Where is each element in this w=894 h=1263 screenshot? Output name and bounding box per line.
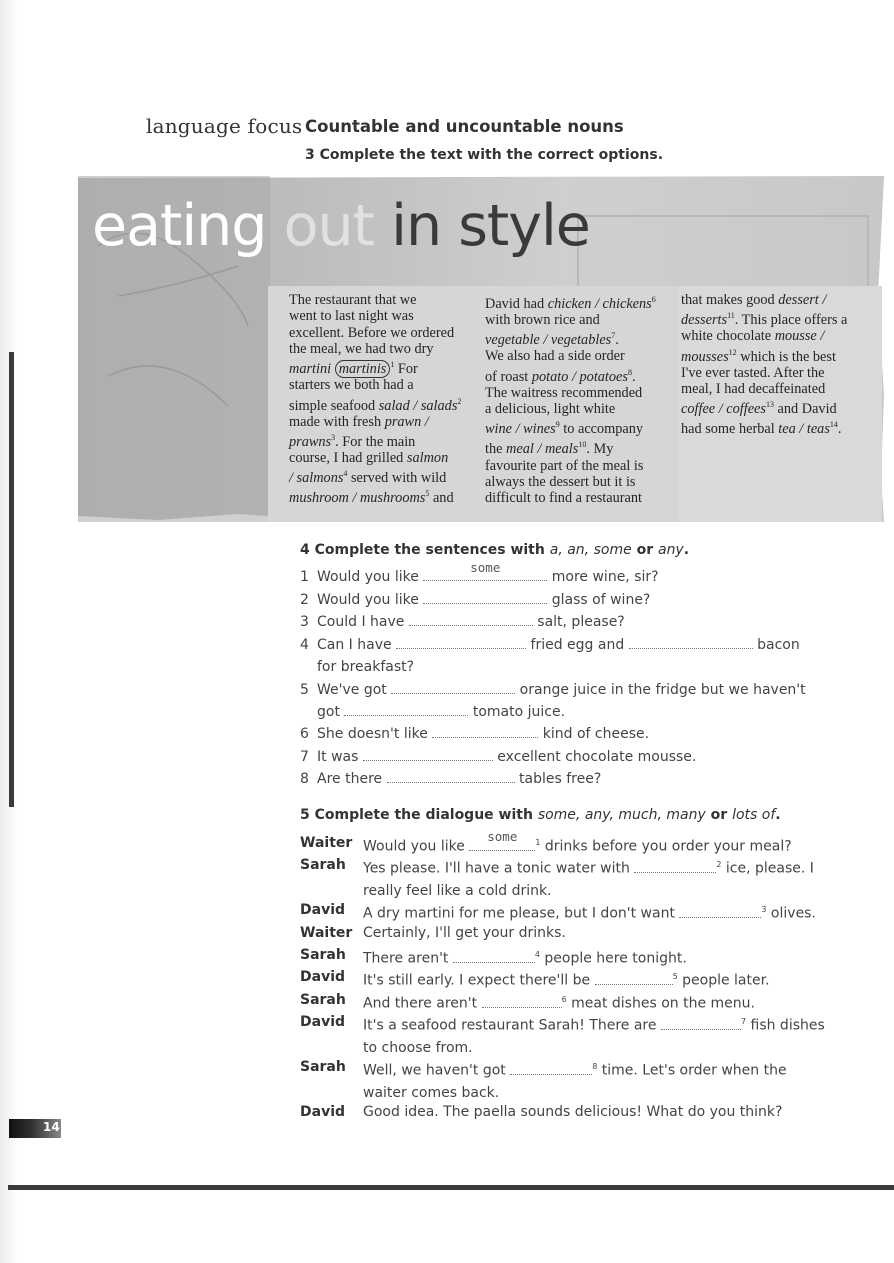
article-line: the meal / meals$^{10}$. My <box>485 440 614 458</box>
article-line: wine / wines$^9$ to accompany <box>485 420 644 438</box>
exercise-4-item: 8 Are there tables free? <box>300 768 820 791</box>
answer-blank[interactable] <box>595 970 673 985</box>
handwritten-answer: some <box>487 829 518 845</box>
article-column-2 <box>485 292 673 506</box>
answer-blank[interactable] <box>432 723 538 738</box>
article-line: prawns$^3$. For the main <box>289 432 416 450</box>
speaker-name: Sarah <box>300 992 346 1008</box>
answer-blank[interactable] <box>482 993 562 1008</box>
section-label: language focus <box>146 114 303 138</box>
speaker-name: David <box>300 1104 346 1120</box>
answer-blank[interactable] <box>469 829 535 851</box>
answer-blank[interactable] <box>387 768 515 783</box>
article-line: mushroom / mushrooms$^5$ and <box>289 489 454 507</box>
answer-blank[interactable] <box>679 903 761 918</box>
answer-blank[interactable] <box>510 1060 592 1075</box>
exercise-4-item-continued: for breakfast? <box>317 659 415 675</box>
article-line: a delicious, light white <box>485 401 616 418</box>
article-line: made with fresh prawn / <box>289 413 429 430</box>
speaker-name: Sarah <box>300 1059 346 1075</box>
answer-blank[interactable] <box>423 559 547 581</box>
answer-blank[interactable] <box>634 858 716 873</box>
circled-answer: martinis <box>335 360 391 378</box>
speaker-name: Sarah <box>300 947 346 963</box>
exercise-4-item: 1 Would you like some more wine, sir? <box>300 566 820 589</box>
article-line: had some herbal tea / teas$^{14}$. <box>681 420 842 438</box>
article-line: The restaurant that we <box>289 292 417 308</box>
answer-blank[interactable] <box>629 634 753 649</box>
article-line: I've ever tasted. After the <box>681 364 825 381</box>
speaker-name: David <box>300 902 346 918</box>
exercise-4-item: 2 Would you like glass of wine? <box>300 589 820 612</box>
scan-margin-line <box>9 352 14 807</box>
exercise-3-heading: 3 Complete the text with the correct options. <box>305 147 664 163</box>
section-title: Countable and uncountable nouns <box>305 117 624 136</box>
dialogue-line: Waiter Certainly, I'll get your drinks. <box>300 922 830 945</box>
article-line: excellent. Before we ordered <box>289 324 455 341</box>
article-column-3 <box>681 292 877 437</box>
article-line: course, I had grilled salmon <box>289 449 449 466</box>
dialogue-line: Waiter Would you like some $^1$ drinks before you order your meal? <box>300 832 830 858</box>
article-line: desserts$^{11}$. This place offers a <box>681 311 848 329</box>
dialogue-line: David A dry martini for me please, but I don't want $^3$ olives. <box>300 899 830 925</box>
title-word-out: out <box>283 193 374 259</box>
exercise-4-item-continued: got tomato juice. <box>300 701 820 724</box>
article-line: The waitress recommended <box>485 384 643 401</box>
article-line: that makes good dessert / <box>681 292 827 308</box>
exercise-4-item: 5 We've got orange juice in the fridge but we haven't <box>300 679 820 702</box>
exercise-4-heading: 4 Complete the sentences with a, an, some or any. <box>300 542 690 558</box>
exercise-4-item: 6 She doesn't like kind of cheese. <box>300 723 820 746</box>
article-column-1 <box>289 292 477 506</box>
handwritten-answer: some <box>470 559 501 575</box>
answer-blank[interactable] <box>661 1015 741 1030</box>
article-line: starters we both had a <box>289 377 414 394</box>
exercise-4-item: 7 It was excellent chocolate mousse. <box>300 746 820 769</box>
article-line: vegetable / vegetables$^7$. <box>485 331 619 349</box>
speaker-name: David <box>300 1014 346 1030</box>
article-line: went to last night was <box>289 308 414 325</box>
article-line: favourite part of the meal is <box>485 457 644 474</box>
article-line: white chocolate mousse / <box>681 328 825 345</box>
exercise-4-item: 3 Could I have salt, please? <box>300 611 820 634</box>
article-line: the meal, we had two dry <box>289 340 434 357</box>
article-line: difficult to find a restaurant <box>485 490 642 507</box>
dialogue-line: Sarah Yes please. I'll have a tonic water with $^2$ ice, please. I really feel like a cold drink. <box>300 854 830 903</box>
exercise-4-item: 4 Can I have fried egg and bacon <box>300 634 820 657</box>
article-line: martini martinis $^1$ For <box>289 360 418 377</box>
article-line: coffee / coffees$^{13}$ and David <box>681 400 837 418</box>
article-line: We also had a side order <box>485 348 625 365</box>
article-line: always the dessert but it is <box>485 473 636 490</box>
dialogue-line: Sarah And there aren't $^6$ meat dishes on the menu. <box>300 989 830 1015</box>
answer-blank[interactable] <box>409 611 533 626</box>
speaker-name: Waiter <box>300 835 353 851</box>
page-number: 14 <box>43 1120 60 1134</box>
answer-blank[interactable] <box>453 948 535 963</box>
article-line: / salmons$^4$ served with wild <box>289 469 447 487</box>
article-line: simple seafood salad / salads$^2$ <box>289 396 462 414</box>
dialogue-line: David It's still early. I expect there'll be $^5$ people later. <box>300 966 830 992</box>
title-word-eating: eating <box>92 193 267 259</box>
speaker-name: Waiter <box>300 925 353 941</box>
article-line: with brown rice and <box>485 312 600 329</box>
article-title <box>92 193 590 259</box>
bottom-rule <box>8 1185 894 1190</box>
answer-blank[interactable] <box>423 589 547 604</box>
dialogue-line: Sarah There aren't $^4$ people here tonight. <box>300 944 830 970</box>
article-line: meal, I had decaffeinated <box>681 381 826 398</box>
answer-blank[interactable] <box>363 746 493 761</box>
article-line: mousses$^{12}$ which is the best <box>681 347 836 365</box>
speaker-name: Sarah <box>300 857 346 873</box>
title-words-in-style: in style <box>391 193 590 259</box>
dialogue-line: David Good idea. The paella sounds delicious! What do you think? <box>300 1101 830 1124</box>
exercise-5-heading: 5 Complete the dialogue with some, any, much, many or lots of. <box>300 807 781 823</box>
speaker-name: David <box>300 969 346 985</box>
dialogue-line: David It's a seafood restaurant Sarah! There are $^7$ fish dishes to choose from. <box>300 1011 830 1060</box>
answer-blank[interactable] <box>396 634 526 649</box>
answer-blank[interactable] <box>344 701 468 716</box>
dialogue-line: Sarah Well, we haven't got $^8$ time. Let's order when the waiter comes back. <box>300 1056 830 1105</box>
article-line: of roast potato / potatoes$^8$. <box>485 367 636 385</box>
article-line: David had chicken / chickens$^6$ <box>485 295 656 312</box>
answer-blank[interactable] <box>391 679 515 694</box>
